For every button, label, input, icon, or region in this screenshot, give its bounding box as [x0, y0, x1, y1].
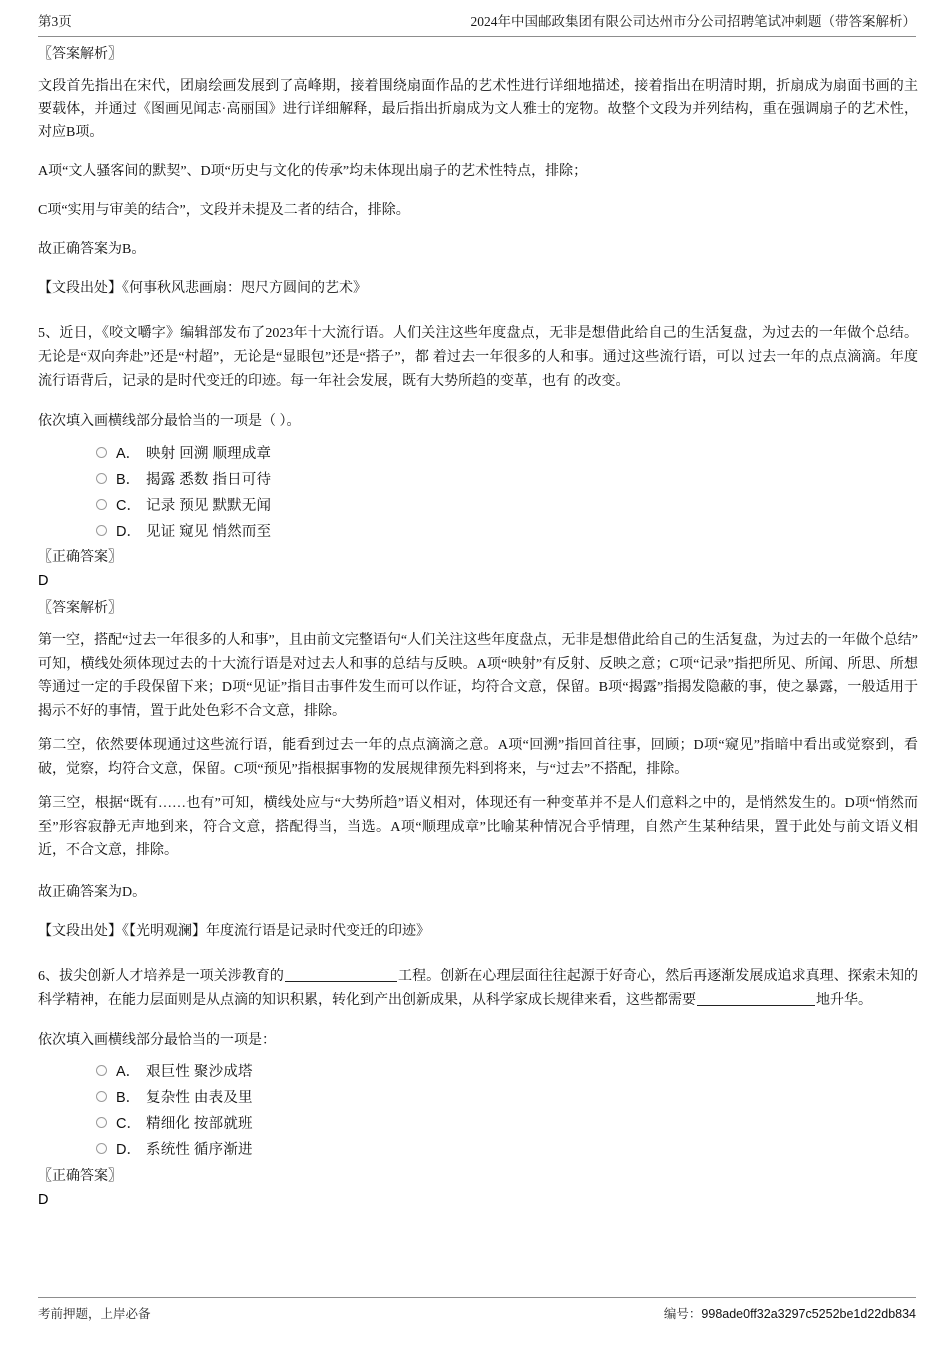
footer-id-value: 998ade0ff32a3297c5252be1d22db834 — [701, 1307, 916, 1321]
page-footer — [38, 1297, 916, 1323]
radio-icon[interactable] — [96, 447, 107, 458]
question-6-stem-part-1: 6、拔尖创新人才培养是一项关涉教育的 — [38, 968, 284, 984]
question-6-stem-part-3: 地升华。 — [816, 992, 872, 1008]
q4-conclusion: 故正确答案为B。 — [38, 242, 146, 257]
option-letter: A． — [116, 1064, 141, 1080]
option-letter: B． — [116, 471, 141, 488]
option-letter: D． — [116, 1142, 141, 1158]
footer-slogan: 考前押题，上岸必备 — [38, 1307, 151, 1321]
option-a[interactable] — [38, 439, 918, 465]
footer-document-id — [664, 1305, 916, 1323]
question-5-stem: 5、近日，《咬文嚼字》编辑部发布了2023年十大流行语。人们关注这些年度盘点，无非是想借此给自己的生活复盘，为过去的一年做个总结。无论是“双向奔赴”还是“村超”，无论是“显眼包”还是“搭子”，都 着过去一年很多的人和事。通过这些流行语，可以 过去一年的点点滴滴。年度流行语背后，记录的是时代变迁的印迹。每一年社会发展，既有大势所趋的变革，也有 的改变。 — [38, 326, 918, 389]
radio-icon[interactable] — [96, 525, 107, 536]
spacer — [38, 952, 918, 965]
spacer — [38, 192, 918, 199]
question-5-correct-answer-value: D — [38, 573, 49, 589]
spacer — [38, 270, 918, 277]
option-a[interactable] — [38, 1058, 918, 1084]
spacer — [38, 913, 918, 920]
page-header — [38, 12, 916, 37]
option-letter: C． — [116, 1116, 141, 1132]
question-6-correct-answer-value: D — [38, 1191, 49, 1208]
option-text: 系统性 循序渐进 — [146, 1142, 253, 1158]
radio-icon[interactable] — [96, 1091, 107, 1102]
option-d[interactable] — [38, 1136, 918, 1162]
spacer — [38, 874, 918, 881]
question-5-source: 【文段出处】《【光明观澜】年度流行语是记录时代变迁的印迹》 — [38, 923, 430, 939]
question-5-explanation-label: 〖答案解析〗 — [38, 601, 122, 616]
option-text: 映射 回溯 顺理成章 — [146, 445, 272, 462]
question-5-options — [38, 439, 918, 543]
question-5-conclusion: 故正确答案为D。 — [38, 884, 147, 900]
spacer — [38, 622, 918, 629]
radio-icon[interactable] — [96, 499, 107, 510]
option-b[interactable] — [38, 1084, 918, 1110]
question-6-stem-part-2: 工程。创新在心理层面往往起源于好奇心，然后再逐渐发展成追求真理、探索未知的科学精神，在能力层面则是从点滴的知识积累，转化到产出创新成果，从科学家成长规律来看，这些都需要 — [38, 968, 919, 1008]
spacer — [38, 153, 918, 160]
question-6-options — [38, 1058, 918, 1162]
radio-icon[interactable] — [96, 473, 107, 484]
radio-icon[interactable] — [96, 1065, 107, 1076]
q4-explanation-paragraph-2: A项“文人骚客间的默契”、D项“历史与文化的传承”均未体现出扇子的艺术性特点，排除； — [38, 164, 588, 179]
spacer — [38, 309, 918, 322]
option-text: 艰巨性 聚沙成塔 — [146, 1064, 253, 1080]
option-d[interactable] — [38, 517, 918, 543]
question-5-correct-answer-label: 〖正确答案〗 — [38, 550, 122, 565]
question-5-explanation-paragraph-2: 第二空，依然要体现通过这些流行语，能看到过去一年的点点滴滴之意。A项“回溯”指回首往事，回顾；D项“窥见”指暗中看出或觉察到，看破，觉察，均符合文意，保留。C项“预见”指根据事物的发展规律预先料到将来，与“过去”不搭配，排除。 — [38, 738, 918, 777]
option-c[interactable] — [38, 491, 918, 517]
question-5-explanation-paragraph-1: 第一空，搭配“过去一年很多的人和事”，且由前文完整语句“人们关注这些年度盘点，无非是想借此给自己的生活复盘，为过去的一年做个总结”可知，横线处须体现过去的十大流行语是对过去人和事的总结与反映。A项“映射”有反射、反映之意；C项“记录”指把所见、所闻、所思、所想等通过一定的手段保留下来；D项“见证”指目击事件发生而可以作证，均符合文意，保留。B项“揭露”指揭发隐蔽的事，使之暴露，一般适用于揭示不好的事情，置于此处色彩不合文意，排除。 — [38, 633, 918, 719]
spacer — [38, 404, 918, 411]
fill-in-blank-2 — [697, 991, 815, 1006]
option-letter: D． — [116, 523, 141, 540]
q4-explanation-paragraph-1: 文段首先指出在宋代，团扇绘画发展到了高峰期，接着围绕扇面作品的艺术性进行详细地描述，接着指出在明清时期，折扇成为扇面书画的主要载体，并通过《图画见闻志·高丽国》进行详细解释，最后指出折扇成为文人雅士的宠物。故整个文段为并列结构，重在强调扇子的艺术性，对应B项。 — [38, 79, 918, 140]
spacer — [38, 1023, 918, 1030]
option-c[interactable] — [38, 1110, 918, 1136]
question-5-explanation-paragraph-3: 第三空，根据“既有……也有”可知，横线处应与“大势所趋”语义相对，体现还有一种变革并不是人们意料之中的，是悄然发生的。D项“悄然而至”形容寂静无声地到来，符合文意，搭配得当，当选。A项“顺理成章”比喻某种情况合乎情理，自然产生某种结果，置于此处与前文语义相近，不合文意，排除。 — [38, 796, 918, 858]
document-title: 2024年中国邮政集团有限公司达州市分公司招聘笔试冲刺题（带答案解析） — [470, 14, 916, 29]
option-text: 精细化 按部就班 — [146, 1116, 253, 1132]
option-letter: C． — [116, 497, 141, 514]
q4-source: 【文段出处】《何事秋风悲画扇：咫尺方圆间的艺术》 — [38, 281, 367, 296]
q4-explanation-label: 〖答案解析〗 — [38, 47, 122, 62]
page-number-marker: 第3页 — [38, 14, 72, 29]
question-6-correct-answer-label: 〖正确答案〗 — [38, 1168, 122, 1184]
radio-icon[interactable] — [96, 1117, 107, 1128]
option-letter: B． — [116, 1090, 141, 1106]
spacer — [38, 68, 918, 75]
option-b[interactable] — [38, 465, 918, 491]
radio-icon[interactable] — [96, 1143, 107, 1154]
footer-id-label: 编号： — [663, 1307, 702, 1321]
option-text: 记录 预见 默默无闻 — [146, 497, 272, 514]
document-body — [38, 44, 918, 1217]
q4-explanation-paragraph-3: C项“实用与审美的结合”，文段并未提及二者的结合，排除。 — [38, 203, 410, 218]
fill-in-blank-1 — [285, 967, 397, 982]
spacer — [38, 231, 918, 238]
option-letter: A． — [116, 445, 141, 462]
option-text: 复杂性 由表及里 — [146, 1090, 253, 1106]
question-5-prompt: 依次填入画横线部分最恰当的一项是（ ）。 — [38, 414, 301, 429]
question-6-stem — [38, 965, 918, 1013]
option-text: 揭露 悉数 指日可待 — [146, 471, 272, 488]
question-6-prompt: 依次填入画横线部分最恰当的一项是： — [38, 1032, 276, 1048]
option-text: 见证 窥见 悄然而至 — [146, 523, 272, 540]
